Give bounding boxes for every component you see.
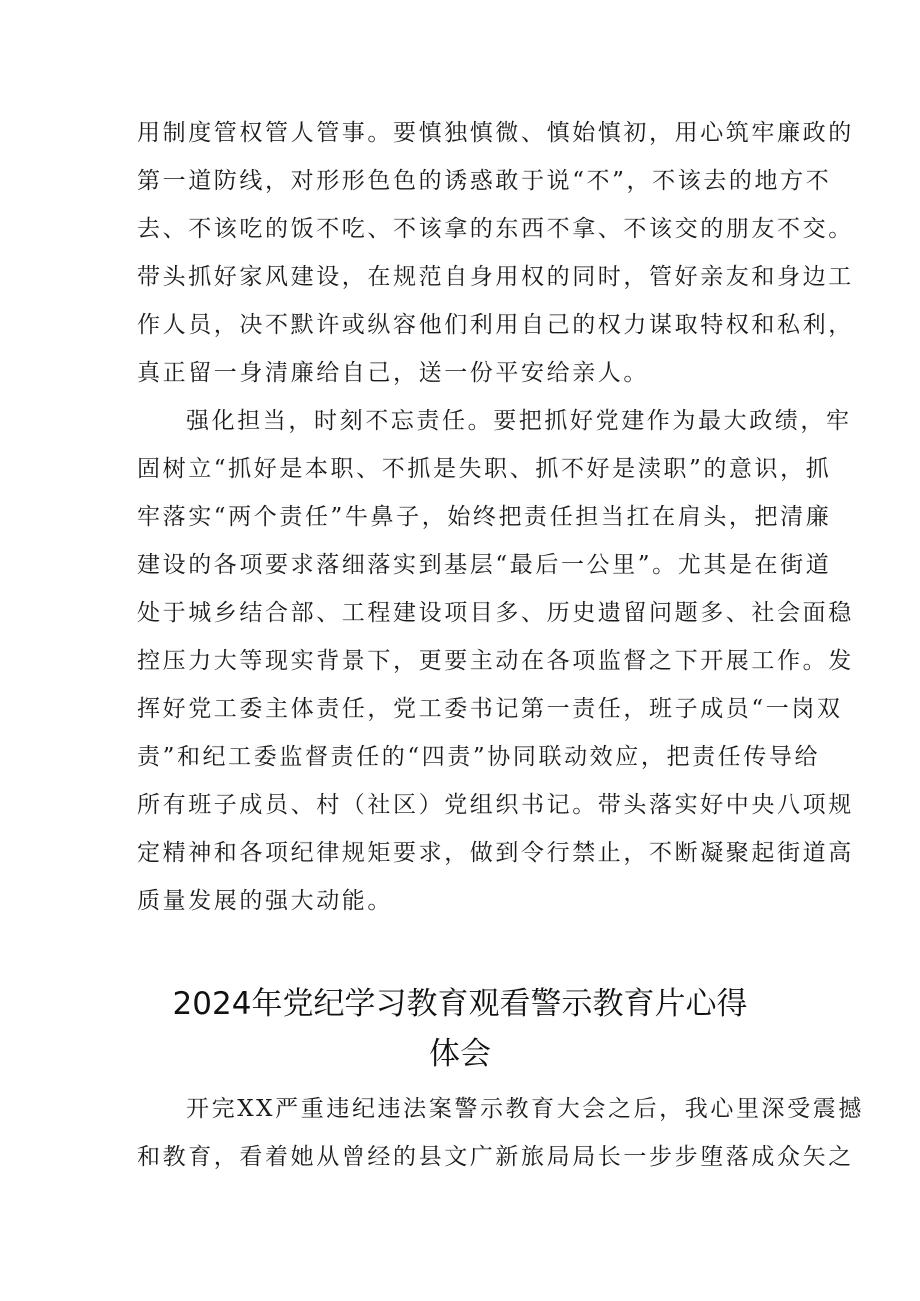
text-line: 真正留一身清廉给自己，送一份平安给亲人。 (137, 360, 649, 386)
text-line: 带头抓好家风建设，在规范自身用权的同时，管好亲友和身边工 (137, 264, 854, 290)
text-line: 控压力大等现实背景下，更要主动在各项监督之下开展工作。发 (137, 648, 854, 674)
text-line: 定精神和各项纪律规矩要求，做到令行禁止，不断凝聚起街道高 (137, 840, 854, 866)
title-line: 2024年党纪学习教育观看警示教育片心得 (172, 986, 748, 1022)
text-line: 挥好党工委主体责任，党工委书记第一责任，班子成员“一岗双 (137, 696, 843, 722)
text-line: 开完XX严重违纪违法案警示教育大会之后，我心里深受震撼 (186, 1096, 864, 1122)
text-line: 和教育，看着她从曾经的县文广新旅局局长一步步堕落成众矢之 (137, 1144, 854, 1170)
text-line: 用制度管权管人管事。要慎独慎微、慎始慎初，用心筑牢廉政的 (137, 120, 854, 146)
text-line: 强化担当，时刻不忘责任。要把抓好党建作为最大政绩，牢 (186, 408, 852, 434)
title-line: 体会 (429, 1036, 491, 1072)
text-line: 处于城乡结合部、工程建设项目多、历史遗留问题多、社会面稳 (137, 600, 854, 626)
text-line: 去、不该吃的饭不吃、不该拿的东西不拿、不该交的朋友不交。 (137, 216, 854, 242)
text-line: 责”和纪工委监督责任的“四责”协同联动效应，把责任传导给 (137, 744, 821, 770)
text-line: 作人员，决不默许或纵容他们利用自己的权力谋取特权和私利， (137, 312, 854, 338)
text-line: 固树立“抓好是本职、不抓是失职、抓不好是渎职”的意识，抓 (137, 456, 832, 482)
text-line: 第一道防线，对形形色色的诱惑敢于说“不”，不该去的地方不 (137, 168, 832, 194)
text-line: 建设的各项要求落细落实到基层“最后一公里”。尤其是在街道 (137, 552, 832, 578)
text-line: 质量发展的强大动能。 (137, 888, 393, 914)
text-line: 牢落实“两个责任”牛鼻子，始终把责任担当扛在肩头，把清廉 (137, 504, 832, 530)
text-line: 所有班子成员、村（社区）党组织书记。带头落实好中央八项规 (137, 792, 854, 818)
